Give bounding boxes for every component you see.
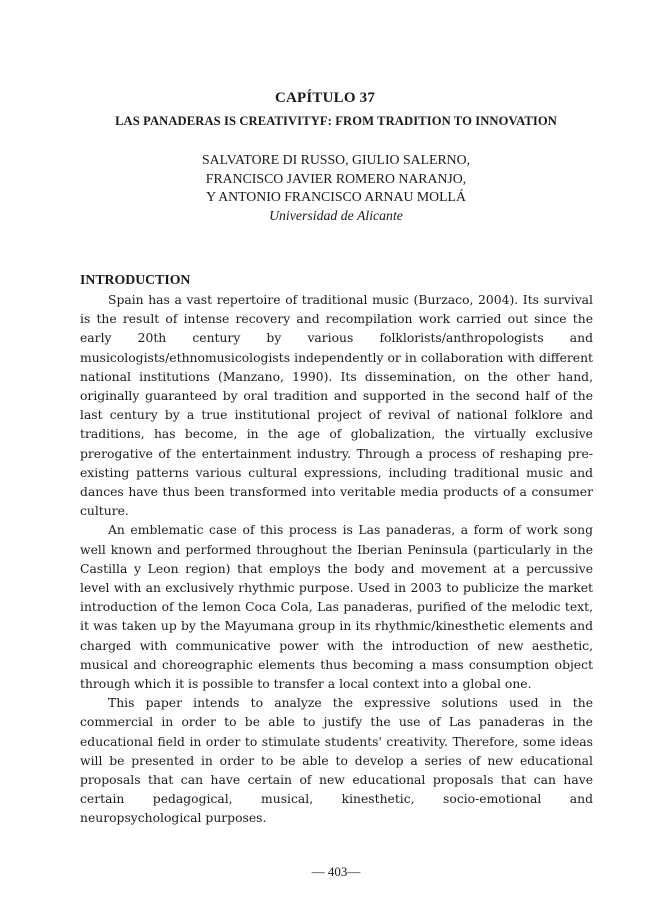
author-block [0,151,650,225]
author-line: SALVATORE DI RUSSO, GIULIO SALERNO, [201,152,471,167]
body-text [80,291,593,829]
paragraph: An emblematic case of this process is Las panaderas, a form of work song well known and performed throughout the Iberian Peninsula (particularly in the Castilla y Leon region) that employs the body and movement at a percussive level with an exclusively rhythmic purpose. Used in 2003 to publicize the market introduction of the lemon Coca Cola, Las panaderas, purified of the melodic text, it was taken up by the Mayumana group in its rhythmic/kinesthetic elements and charged with communicative power with the introduction of new aesthetic, musical and choreographic elements thus becoming a mass consumption object through which it is possible to transfer a local context into a global one. [80,523,593,692]
affiliation: Universidad de Alicante [269,207,403,223]
section-heading: INTRODUCTION [80,272,191,287]
paragraph: Spain has a vast repertoire of traditional music (Burzaco, 2004). Its survival is the result of intense recovery and recompilation work carried out since the early 20th century by various folklorists/anthropologists and musicologists/ethnomusicologists independently or in collaboration with different national institutions (Manzano, 1990). Its dissemination, on the other hand, originally guaranteed by oral tradition and supported in the second half of the last century by a true institutional project of revival of national folklore and traditions, has become, in the age of globalization, the virtually exclusive prerogative of the entertainment industry. Through a process of reshaping pre-existing patterns various cultural expressions, including traditional music and dances have thus been transformed into veritable media products of a consumer culture. [80,293,593,519]
author-line: Y ANTONIO FRANCISCO ARNAU MOLLÁ [206,189,466,204]
chapter-title: LAS PANADERAS IS CREATIVITYF: FROM TRADITION TO INNOVATION [115,114,557,128]
author-line: FRANCISCO JAVIER ROMERO NARANJO, [205,170,467,186]
page-number: — 403— [311,864,361,879]
chapter-number: CAPÍTULO 37 [274,90,376,106]
paragraph: This paper intends to analyze the expressive solutions used in the commercial in order to be able to justify the use of Las panaderas in the educational field in order to stimulate students' creativity. Therefore, some ideas will be presented in order to be able to develop a series of new educational proposals that can have certain of new educational proposals that can have certain pedagogical, musical, kinesthetic, socio-emotional and neuropsychological purposes. [80,696,593,826]
